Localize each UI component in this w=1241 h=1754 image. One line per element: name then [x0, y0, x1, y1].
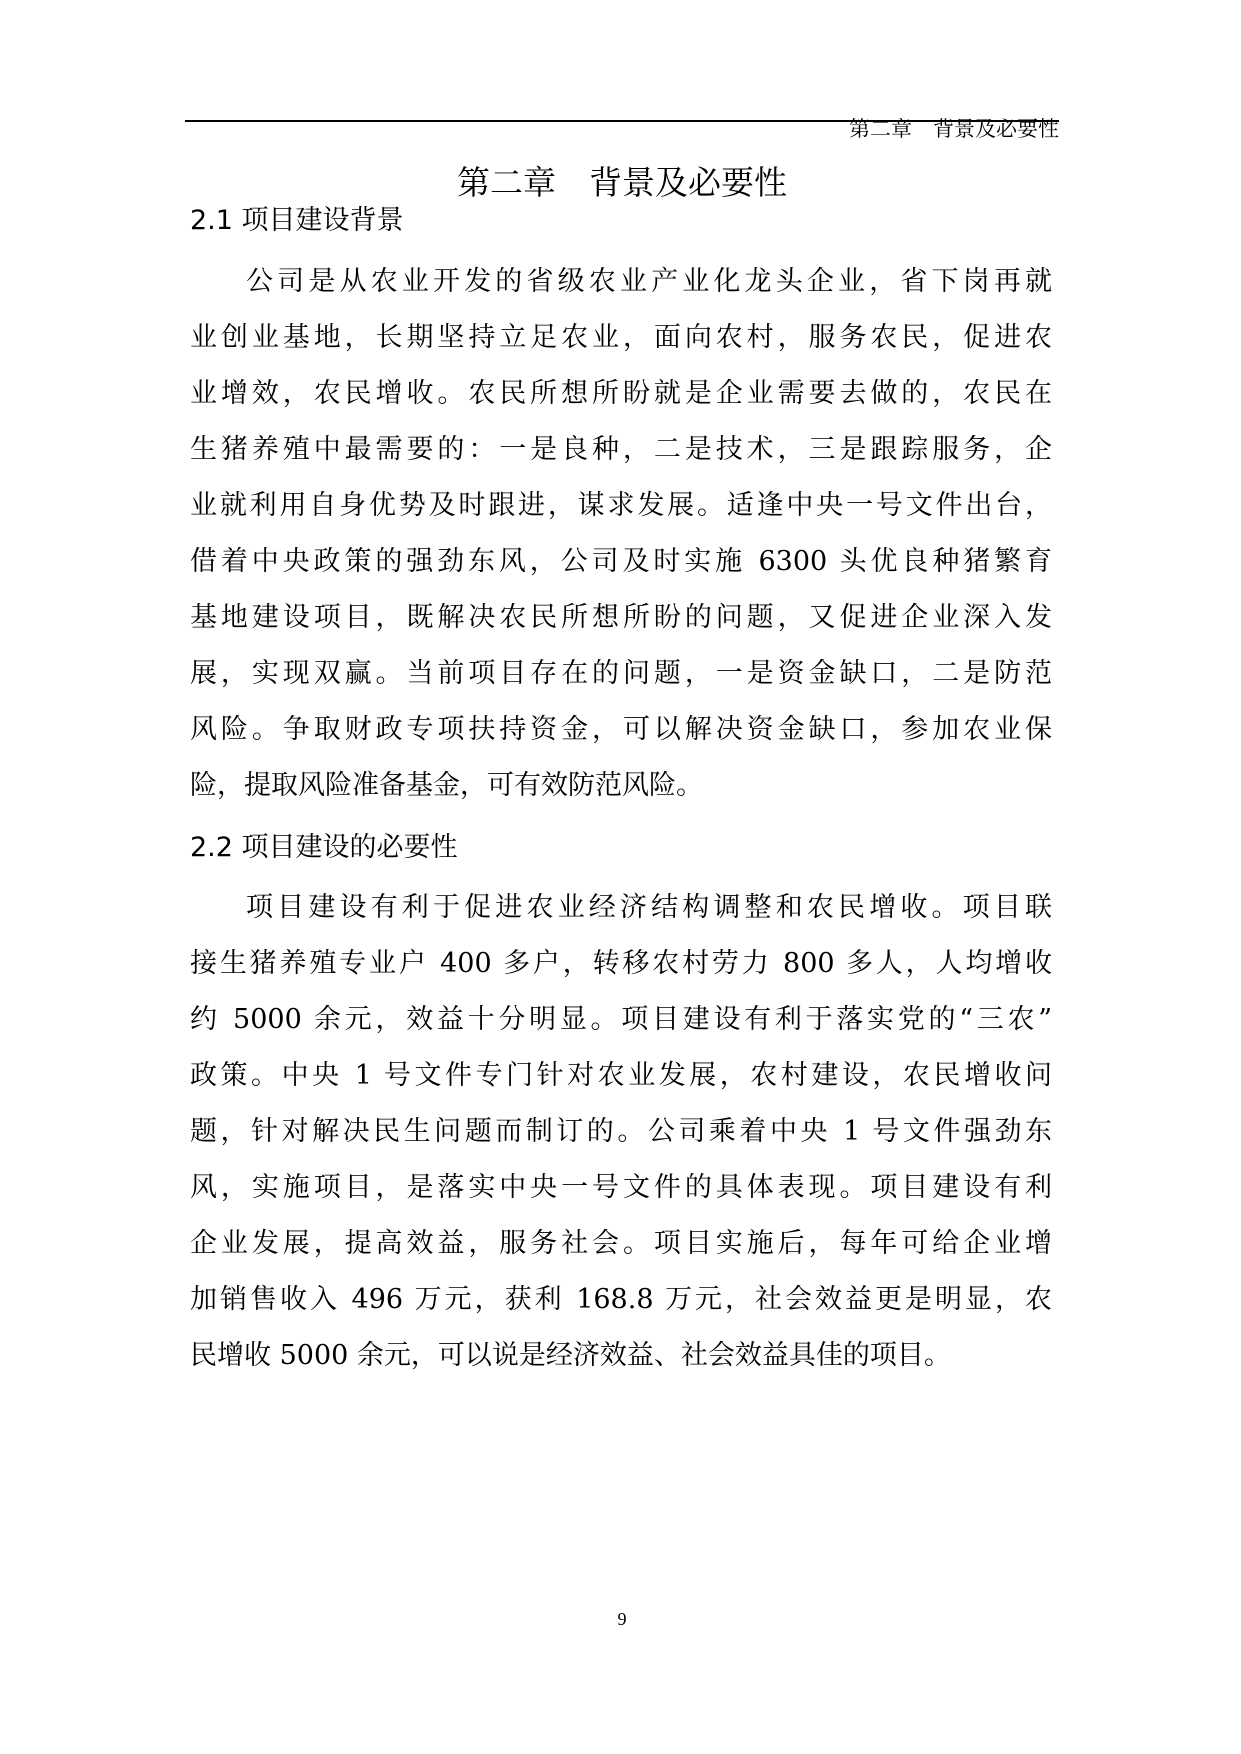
paragraph-line: 接生猪养殖专业户 400 多户，转移农村劳力 800 多人，人均增收: [190, 948, 1052, 979]
paragraph-line: 民增收 5000 余元，可以说是经济效益、社会效益具佳的项目。: [190, 1340, 951, 1371]
paragraph-line: 企业发展，提高效益，服务社会。项目实施后，每年可给企业增: [190, 1228, 1052, 1259]
paragraph-line: 风，实施项目，是落实中央一号文件的具体表现。项目建设有利: [190, 1172, 1052, 1203]
paragraph-line: 题，针对解决民生问题而制订的。公司乘着中央 1 号文件强劲东: [190, 1116, 1052, 1147]
paragraph-line: 借着中央政策的强劲东风，公司及时实施 6300 头优良种猪繁育: [190, 546, 1052, 577]
paragraph-line: 业就利用自身优势及时跟进，谋求发展。适逢中央一号文件出台，: [190, 490, 1052, 521]
paragraph-line: 风险。争取财政专项扶持资金，可以解决资金缺口，参加农业保: [190, 714, 1052, 745]
paragraph-line: 险，提取风险准备基金，可有效防范风险。: [190, 770, 703, 801]
section-heading-2-1: 2.1 项目建设背景: [190, 205, 404, 236]
paragraph-line: 基地建设项目，既解决农民所想所盼的问题，又促进企业深入发: [190, 602, 1052, 633]
section-heading-2-2: 2.2 项目建设的必要性: [190, 832, 458, 863]
paragraph-line: 政策。中央 1 号文件专门针对农业发展，农村建设，农民增收问: [190, 1060, 1052, 1091]
paragraph-line: 业创业基地，长期坚持立足农业，面向农村，服务农民，促进农: [190, 322, 1052, 353]
paragraph-line: 生猪养殖中最需要的：一是良种，二是技术，三是跟踪服务，企: [190, 434, 1052, 465]
page-number: 9: [617, 1609, 627, 1629]
paragraph-line: 公司是从农业开发的省级农业产业化龙头企业，省下岗再就: [246, 266, 1052, 297]
paragraph-line: 项目建设有利于促进农业经济结构调整和农民增收。项目联: [246, 892, 1052, 923]
paragraph-line: 加销售收入 496 万元，获利 168.8 万元，社会效益更是明显，农: [190, 1284, 1052, 1315]
paragraph-line: 展，实现双赢。当前项目存在的问题，一是资金缺口，二是防范: [190, 658, 1052, 689]
paragraph-line: 约 5000 余元，效益十分明显。项目建设有利于落实党的“三农”: [190, 1004, 1052, 1035]
running-header: [185, 90, 1059, 141]
paragraph-line: 业增效，农民增收。农民所想所盼就是企业需要去做的，农民在: [190, 378, 1052, 409]
running-header-title: 第二章 背景及必要性: [849, 117, 1059, 141]
chapter-title: 第二章 背景及必要性: [457, 163, 787, 202]
